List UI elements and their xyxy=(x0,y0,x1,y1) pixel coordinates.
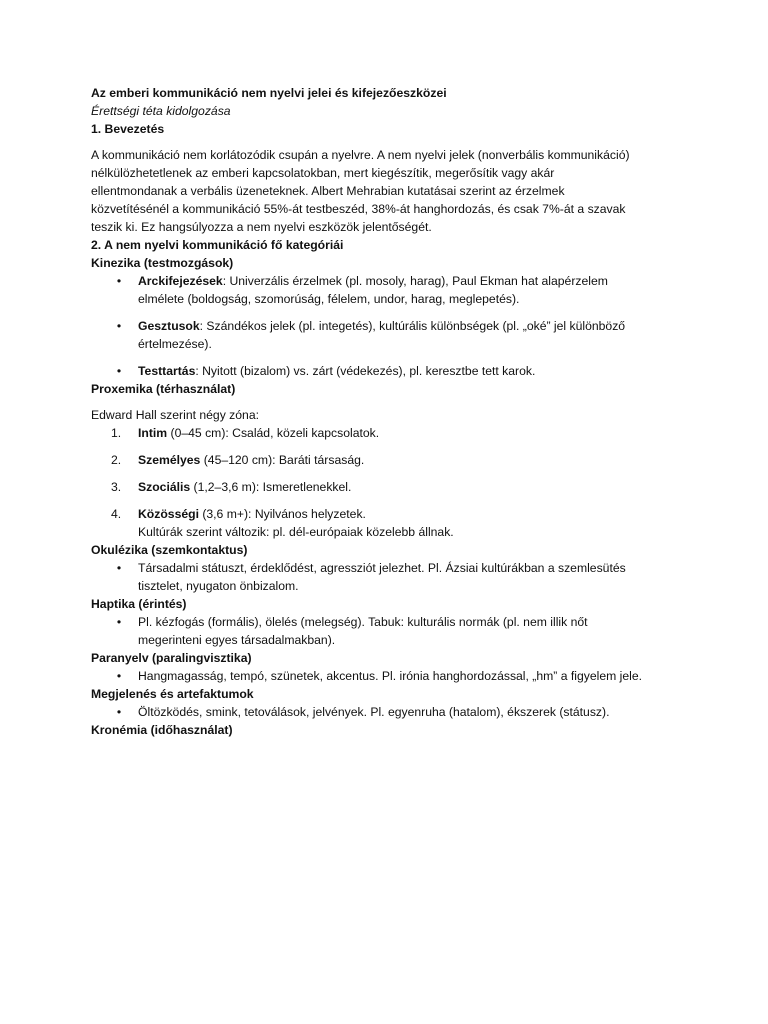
introduction-paragraph xyxy=(91,146,691,236)
paragraph-line: ellentmondanak a verbális üzeneteknek. Albert Mehrabian kutatásai szerint az érzelmek xyxy=(91,184,565,198)
list-item-text: : Szándékos jelek (pl. integetés), kultúrális különbségek (pl. „oké” jel különböző xyxy=(199,319,626,333)
list-item-text: tisztelet, nyugaton önbizalom. xyxy=(138,579,299,593)
list-item-text: : Univerzális érzelmek (pl. mosoly, harag), Paul Ekman hat alapérzelem xyxy=(222,274,608,288)
bullet-icon: • xyxy=(116,274,122,288)
list-item-text: (3,6 m+): Nyilvános helyzetek. xyxy=(198,507,366,521)
bullet-icon: • xyxy=(116,364,122,378)
list-item xyxy=(91,451,691,469)
subheading-proxemika: Proxemika (térhasználat) xyxy=(91,382,236,396)
haptika-list xyxy=(91,613,691,649)
bullet-icon: • xyxy=(116,669,122,683)
list-item-text: megerinteni egyes társadalmakban). xyxy=(138,633,336,647)
list-item-text: (45–120 cm): Baráti társaság. xyxy=(200,453,365,467)
document-title: Az emberi kommunikáció nem nyelvi jelei és kifejezőeszközei xyxy=(91,86,447,100)
section-heading-categories: 2. A nem nyelvi kommunikáció fő kategóriái xyxy=(91,238,344,252)
bullet-icon: • xyxy=(116,561,122,575)
list-item xyxy=(91,559,691,595)
list-item-term: Arckifejezések xyxy=(138,274,223,288)
section-heading-introduction: 1. Bevezetés xyxy=(91,122,165,136)
list-item-text: (0–45 cm): Család, közeli kapcsolatok. xyxy=(167,426,380,440)
list-item-term: Közösségi xyxy=(138,507,199,521)
list-item-number: 3. xyxy=(111,480,122,494)
megjelenes-list xyxy=(91,703,691,721)
okulezika-list xyxy=(91,559,691,595)
bullet-icon: • xyxy=(116,615,122,629)
paragraph-line: A kommunikáció nem korlátozódik csupán a nyelvre. A nem nyelvi jelek (nonverbális kommunikáció) xyxy=(91,148,630,162)
document-subtitle: Érettségi téta kidolgozása xyxy=(91,104,231,118)
subheading-haptika: Haptika (érintés) xyxy=(91,597,187,611)
list-item-text: : Nyitott (bizalom) vs. zárt (védekezés), pl. keresztbe tett karok. xyxy=(195,364,536,378)
list-item xyxy=(91,478,691,496)
list-item xyxy=(91,362,691,380)
list-item xyxy=(91,505,691,541)
subheading-kinezika: Kinezika (testmozgások) xyxy=(91,256,234,270)
list-item-term: Szociális xyxy=(138,480,191,494)
list-item-term: Testtartás xyxy=(138,364,196,378)
proxemika-list xyxy=(91,424,691,541)
list-item-text: Pl. kézfogás (formális), ölelés (melegség). Tabuk: kulturális normák (pl. nem illik nőt xyxy=(138,615,588,629)
list-item-number: 1. xyxy=(111,426,122,440)
document-body xyxy=(91,84,691,739)
subheading-kronemia: Kronémia (időhasználat) xyxy=(91,723,233,737)
list-item xyxy=(91,613,691,649)
list-item-text: értelmezése). xyxy=(138,337,212,351)
paragraph-line: teszik ki. Ez hangsúlyozza a nem nyelvi eszközök jelentőségét. xyxy=(91,220,432,234)
list-item-text: Öltözködés, smink, tetoválások, jelvények. Pl. egyenruha (hatalom), ékszerek (státusz). xyxy=(138,705,610,719)
list-item-text: Társadalmi státuszt, érdeklődést, agressziót jelezhet. Pl. Ázsiai kultúrákban a szemlesütés xyxy=(138,561,626,575)
list-item-term: Személyes xyxy=(138,453,201,467)
bullet-icon: • xyxy=(116,319,122,333)
list-item-text: elmélete (boldogság, szomorúság, félelem, undor, harag, meglepetés). xyxy=(138,292,520,306)
list-item-text: Hangmagasság, tempó, szünetek, akcentus. Pl. irónia hanghordozással, „hm” a figyelem jele. xyxy=(138,669,643,683)
paragraph-line: közvetítésénél a kommunikáció 55%-át testbeszéd, 38%-át hanghordozás, és csak 7%-át a szavak xyxy=(91,202,626,216)
list-item xyxy=(91,667,691,685)
paranyelv-list xyxy=(91,667,691,685)
subheading-paranyelv: Paranyelv (paralingvisztika) xyxy=(91,651,252,665)
list-item-number: 2. xyxy=(111,453,122,467)
list-item xyxy=(91,317,691,353)
list-item-number: 4. xyxy=(111,507,122,521)
list-item xyxy=(91,424,691,442)
list-item-term: Gesztusok xyxy=(138,319,200,333)
list-item-text: (1,2–3,6 m): Ismeretlenekkel. xyxy=(190,480,352,494)
list-item-term: Intim xyxy=(138,426,168,440)
bullet-icon: • xyxy=(116,705,122,719)
kinezika-list xyxy=(91,272,691,380)
proxemika-intro: Edward Hall szerint négy zóna: xyxy=(91,408,260,422)
subheading-megjelenes: Megjelenés és artefaktumok xyxy=(91,687,254,701)
list-item xyxy=(91,272,691,308)
paragraph-line: nélkülözhetetlenek az emberi kapcsolatokban, mert kiegészítik, megerősítik vagy akár xyxy=(91,166,555,180)
list-item xyxy=(91,703,691,721)
list-item-text: Kultúrák szerint változik: pl. dél-európaiak közelebb állnak. xyxy=(138,525,454,539)
subheading-okulezika: Okulézika (szemkontaktus) xyxy=(91,543,248,557)
